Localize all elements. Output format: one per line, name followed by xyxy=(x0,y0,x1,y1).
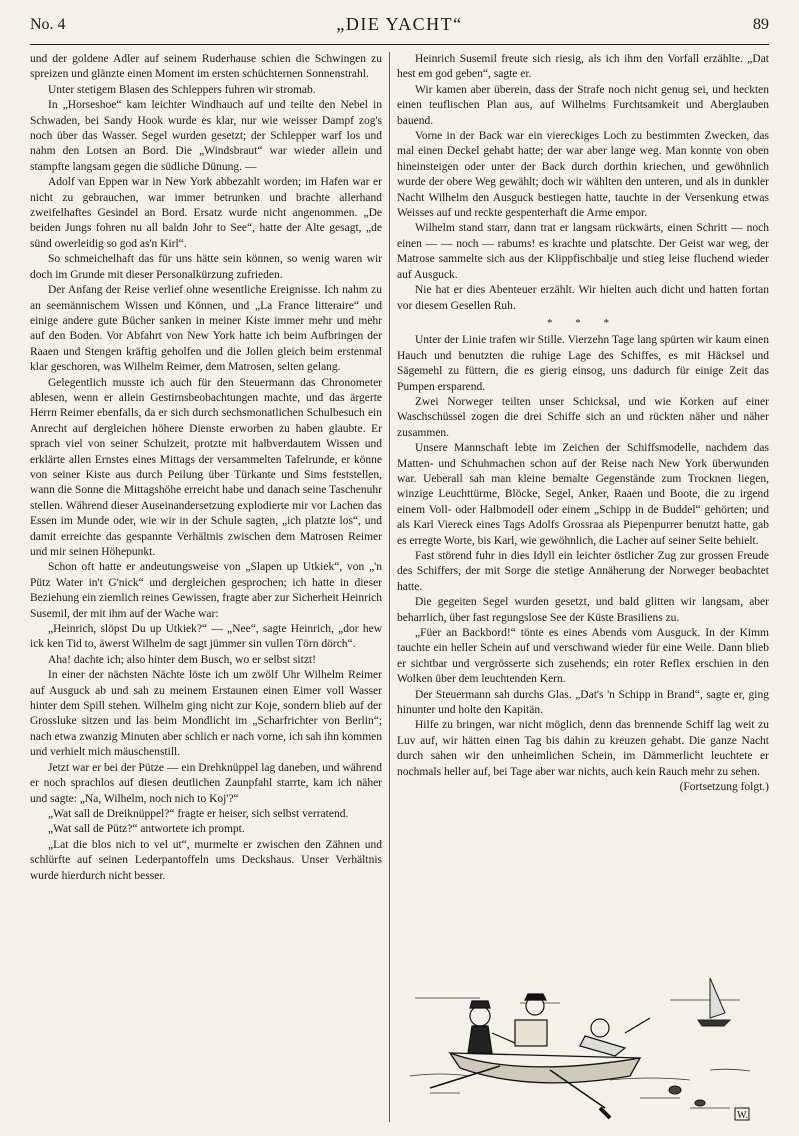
paragraph: In „Horseshoe“ kam leichter Windhauch auf und teilte den Nebel in Schwaden, bei Sandy Hook wurde es klar, nur wie weisser Dampf zog's noch über das Wasser. Segel wurden gesetzt; der Schlepper warf los und nahm den Lotsen an Bord. Die „Windsbraut“ war wieder allein und stampfte langsam gegen die südliche Dünung. — xyxy=(30,99,382,173)
paragraph: Aha! dachte ich; also hinter dem Busch, wo er selbst sitzt! xyxy=(48,653,316,666)
paragraph: Adolf van Eppen war in New York abbezahlt worden; im Hafen war er nicht zu gebrauchen, war immer betrunken und brachte allerhand zweifelhaftes Gesindel an Bord. Ersatz wurde nicht angenommen. „De beiden Jungs fohren nu all baldn Johr to See“, hatte der Alte gesagt, „de sünd owerleidig so god as'n Kirl“. xyxy=(30,176,382,250)
paragraph: Gelegentlich musste ich auch für den Steuermann das Chronometer ablesen, wenn er allein Gestirnsbeobachtungen machte, und das ärgerte Herrn Reimer ebenfalls, da er sich durch sechsmonatlichen Schulbesuch ein Anrecht auf dergleichen höhere Dienste erworben zu haben glaubte. Er sprach viel von seiner Schulzeit, protzte mit halbverdautem Wissen und erklärte allen Ernstes eines Mittags der versammelten Tafelrunde, er könne von seiner Kiste aus durch Peilung über Türkante und Sims feststellen, wann die Sonne die Mittagshöhe erreicht habe und danach seine Taschenuhr stellen. Während dieser Auseinandersetzung explodierte mir vor Lachen das Essen im Munde oder, wie wir in der Schule sagten, „ich platzte los“, und damit erreichte das gespannte Verhältnis zwischen dem Matrosen Reimer und mir seinen Höhepunkt. xyxy=(30,376,382,558)
continuation-note: (Fortsetzung folgt.) xyxy=(679,781,769,794)
paragraph: Der Anfang der Reise verlief ohne wesentliche Ereignisse. Ich nahm zu an seemännischem Wissen und Können, und „La France litteraire“ und einige andere gute Bücher sanken in meiner Kiste immer mehr und mehr auf den Boden. Vor Abfahrt von New York hatte ich beim Aufbringen der Raaen und Stengen kräftig geholfen und die Jollen gleich beim erstenmal klar geschoren, was Wilhelm Reimer, dem Matrosen, selten gelang. xyxy=(30,284,382,374)
paragraph: Unsere Mannschaft lebte im Zeichen der Schiffsmodelle, nachdem das Matten- und Schuhmachen schon auf der Reise nach New York überwunden war. Ueberall sah man kleine bemalte Gegenstände zum Trocknen liegen, winzige Leuchttürme, Blöcke, Segel, Anker, Raaen und Boote, die zu irgend einem Voll- oder Halbmodell oder einem „Schipp in de Buddel“ gehörten; und als Karl Viereck eines Tags Adolfs Grossraa als Piepenpurrer benutzt hatte, gab es erregte Worte, bis Karl, wie gewöhnlich, die Lacher auf seiner Seite behielt. xyxy=(397,442,769,547)
section-break: * * * xyxy=(547,316,619,329)
artist-signature-icon xyxy=(735,1108,749,1121)
paragraph: Zwei Norweger teilten unser Schicksal, und wie Korken auf einer Waschschüssel zogen die drei Schiffe sich an und rückten näher und näher zusammen. xyxy=(397,395,769,439)
paragraph: So schmeichelhaft das für uns hätte sein können, so wenig waren wir doch im Grunde mit dieser Personalkürzung zufrieden. xyxy=(30,253,382,281)
paragraph: Der Steuermann sah durchs Glas. „Dat's 'n Schipp in Brand“, sagte er, ging hinunter und holte den Kapitän. xyxy=(397,688,769,717)
signature-text: W. xyxy=(737,1110,749,1121)
issue-number: No. 4 xyxy=(30,16,66,33)
paragraph: Heinrich Susemil freute sich riesig, als ich ihm den Vorfall erzählte. „Dat hest em god geben“, sagte er. xyxy=(397,53,769,81)
paragraph: In einer der nächsten Nächte löste ich um zwölf Uhr Wilhelm Reimer auf Ausguck ab und sah zu meinem Erstaunen einen Eimer voll Wasser hinter dem Spill stehen. Wilhelm ging nicht zur Koje, sondern blieb auf der Grossluke sitzen und las beim Mondlicht im „Scharfrichter von Berlin“; nach etwa zwanzig Minuten aber schlich er nach vorne, ich sah ihn kommen und verhielt mich mäuschenstill. xyxy=(30,669,382,759)
column-divider xyxy=(389,52,390,1122)
paragraph: Nie hat er dies Abenteuer erzählt. Wir hielten auch dicht und hatten fortan vor diesem Gesellen Ruh. xyxy=(397,284,769,312)
boat-cartoon-illustration xyxy=(410,958,765,1128)
right-column xyxy=(397,52,769,796)
paragraph: Vorne in der Back war ein viereckiges Loch zu bestimmten Zwecken, das mal einen Deckel gehabt hatte; der war aber lange weg. Man konnte von oben hineinsteigen oder unter der Back durch dorthin kriechen, und gewöhnlich wurde der obere Weg gewählt; doch wir wählten den unteren, und als in dunkler Nacht Wilhelm den Ausguck bestiegen hatte, tauchte in der Versenkung etwas Weisses auf und reckte gespenterhaft die Arme empor. xyxy=(397,130,769,220)
paragraph: „Füer an Backbord!“ tönte es eines Abends vom Ausguck. In der Kimm tauchte ein heller Schein auf und verschwand wieder für eine Weile. Dann blieb er sichtbar und vergrösserte sich zusehends; ein roter Reflex erschien in den Wolken über dem leuchtenden Kern. xyxy=(397,627,769,686)
magazine-title: „DIE YACHT“ xyxy=(336,14,463,34)
paragraph: Unter der Linie trafen wir Stille. Vierzehn Tage lang spürten wir kaum einen Hauch und benutzten die ruhige Lage des Schiffes, es mit Häcksel und Sägemehl zu füttern, die es gierig einsog, uns dadurch für einige Zeit das Pumpen ersparend. xyxy=(397,334,769,393)
paragraph: Wir kamen aber überein, dass der Strafe noch nicht genug sei, und heckten einen teuflischen Plan aus, auf Wilhelms Furchtsamkeit und Aberglauben bauend. xyxy=(397,83,769,127)
paragraph: und der goldene Adler auf seinem Ruderhause schien die Schwingen zu spreizen und glänzte einen Moment im ersten schüchternen Sonnenstrahl. xyxy=(30,53,382,81)
rowboat-icon xyxy=(450,1053,640,1083)
paragraph: „Wat sall de Pütz?“ antwortete ich prompt. xyxy=(48,823,245,836)
paragraph: Wilhelm stand starr, dann trat er langsam rückwärts, einen Schritt — noch einen — — noch — rabums! es krachte und platschte. Der Geist war weg, der Matrose sammelte sich aus der Klippfischbalje und stieg leise fluchend wieder auf Ausguck. xyxy=(397,222,769,281)
paragraph: „Heinrich, slöpst Du up Utkiek?“ — „Nee“, sagte Heinrich, „dor hew ick ken Tid to, äwerst Wilhelm de sagt jümmer sin vullen Törn dörch“. xyxy=(30,623,382,651)
paragraph: „Lat die blos nich to vel ut“, murmelte er zwischen den Zähnen und schlürfte auf seinen Lederpantoffeln ums Deckshaus. Unser Verhältnis wurde hierdurch nicht besser. xyxy=(30,838,382,882)
page-number: 89 xyxy=(753,16,769,33)
paragraph: Fast störend fuhr in dies Idyll ein leichter östlicher Zug zur grossen Freude des Schiffers, der mit Sorge die stetige Annäherung der Norweger beobachtet hatte. xyxy=(397,550,769,593)
left-column xyxy=(30,52,382,884)
paragraph: „Wat sall de Dreiknüppel?“ fragte er heiser, sich selbst verratend. xyxy=(48,807,349,820)
paragraph: Jetzt war er bei der Pütze — ein Drehknüppel lag daneben, und während er noch sprachlos auf diesen deutlichen Zaunpfahl starrte, kam ich näher und sagte: „Na, Wilhelm, noch nich to Koj'?“ xyxy=(30,761,382,805)
paragraph: Unter stetigem Blasen des Schleppers fuhren wir stromab. xyxy=(48,83,316,96)
sailboat-icon xyxy=(698,978,730,1026)
paragraph: Schon oft hatte er andeutungsweise von „Slapen up Utkiek“, von „'n Pütz Water in't G'nick“ und dergleichen gesprochen; ich hatte in dieser Beziehung ein ziemlich reines Gewissen, fragte aber zur Sicherheit Heinrich Susemil, der mit ihm auf der Wache war: xyxy=(30,561,382,620)
page-header xyxy=(30,10,769,45)
paragraph: Hilfe zu bringen, war nicht möglich, denn das brennende Schiff lag weit zu Luv auf, wir hätten einen Tag bis dahin zu kreuzen gehabt. Die ganze Nacht durch sahen wir den unheimlichen Schein, im Dämmerlicht leuchtete er nochmals heller auf, bei Tage aber war nichts, auch kein Rauch mehr zu sehen. xyxy=(397,719,769,778)
paragraph: Die gegeiten Segel wurden gesetzt, und bald glitten wir langsam, aber beharrlich, über fast regungslose See der Küste Brasiliens zu. xyxy=(397,596,769,624)
sea-creatures-icon xyxy=(669,1086,705,1106)
